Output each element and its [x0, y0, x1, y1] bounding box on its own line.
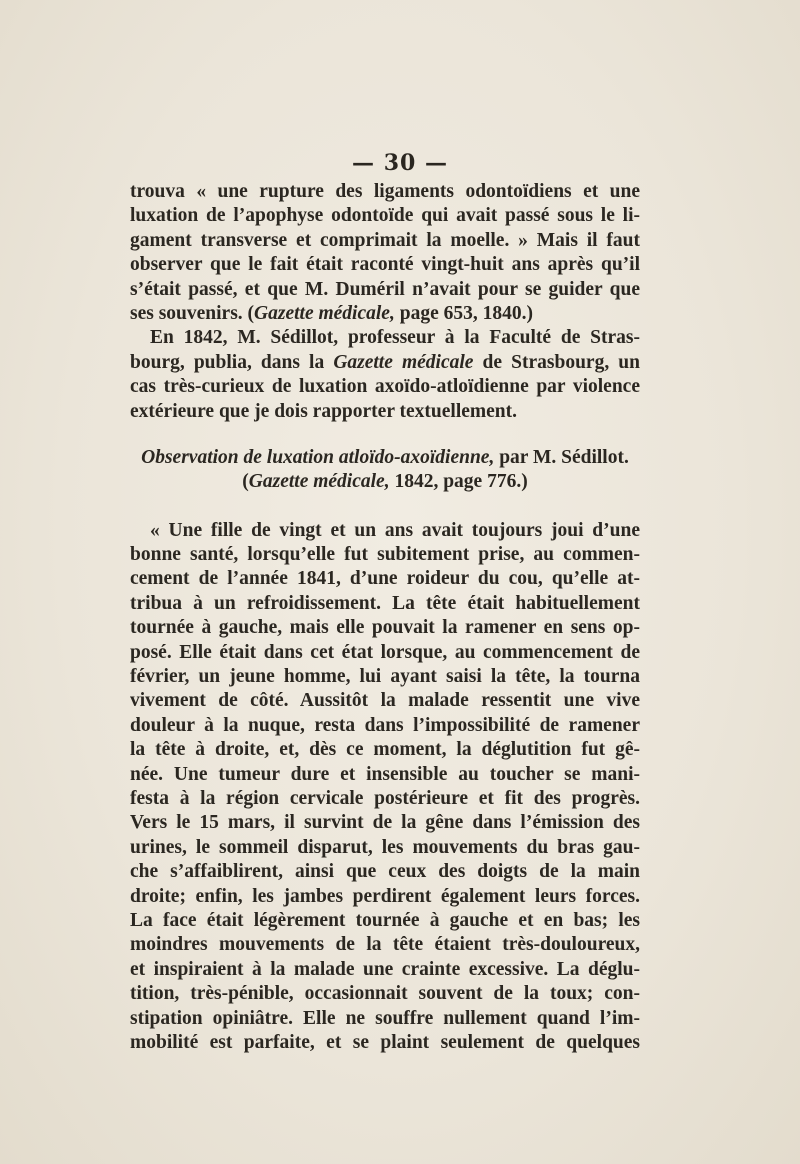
text-line: festa à la région cervicale postérieure et fit des progrès. — [130, 787, 640, 809]
paragraph-3 — [130, 519, 640, 1056]
text-line: posé. Elle était dans cet état lorsque, au commencement de — [130, 641, 640, 663]
text-line: née. Une tumeur dure et insensible au toucher se mani- — [130, 763, 640, 785]
text-line: et inspiraient à la malade une crainte excessive. La déglu- — [130, 958, 640, 980]
observation-heading — [130, 446, 640, 495]
citation-open: ses souvenirs. ( — [130, 302, 255, 324]
text-line: février, un jeune homme, lui ayant saisi la tête, la tourna — [130, 666, 640, 688]
text-line: douleur à la nuque, resta dans l’impossibilité de ramener — [130, 714, 640, 736]
journal-title: Gazette médicale, — [254, 302, 395, 324]
heading-author: par M. Sédillot. — [494, 446, 629, 468]
text-line — [130, 302, 640, 326]
text-line: La face était légèrement tournée à gauche et en bas; les — [130, 909, 640, 931]
text-line: urines, le sommeil disparut, les mouvements du bras gau- — [130, 836, 640, 858]
heading-title: Observation de luxation atloïdo-axoïdienne, — [141, 446, 495, 468]
text-fragment: ( — [242, 471, 249, 493]
text-line: stipation opiniâtre. Elle ne souffre nullement quand l’im- — [130, 1007, 640, 1029]
paragraph-1 — [130, 180, 640, 326]
page-number: — 30 — — [352, 150, 448, 176]
text-line: mobilité est parfaite, et se plaint seulement de quelques — [130, 1031, 640, 1053]
text-line: « Une fille de vingt et un ans avait toujours joui d’une — [150, 519, 640, 541]
text-line: che s’affaiblirent, ainsi que ceux des doigts de la main — [130, 861, 640, 883]
text-line: tournée à gauche, mais elle pouvait la ramener en sens op- — [130, 617, 640, 639]
text-line: bonne santé, lorsqu’elle fut subitement prise, au commen- — [130, 544, 640, 566]
text-line: tribua à un refroidissement. La tête était habituellement — [130, 592, 640, 614]
heading-citation: 1842, page 776.) — [389, 471, 528, 493]
text-line: gament transverse et comprimait la moelle. » Mais il faut — [130, 229, 640, 251]
text-line: luxation de l’apophyse odontoïde qui avait passé sous le li- — [130, 205, 640, 227]
text-line: extérieure que je dois rapporter textuellement. — [130, 400, 518, 422]
text-line: cas très-curieux de luxation axoïdo-atloïdienne par violence — [130, 376, 640, 398]
text-line: En 1842, M. Sédillot, professeur à la Faculté de Stras- — [150, 327, 640, 349]
heading-line — [130, 446, 640, 470]
body-text — [130, 180, 640, 1055]
heading-line — [130, 470, 640, 494]
citation-close: page 653, 1840.) — [394, 302, 533, 324]
text-line: la tête à droite, et, dès ce moment, la déglutition fut gê- — [130, 739, 640, 761]
text-line: s’était passé, et que M. Duméril n’avait pour se guider que — [130, 278, 640, 300]
text-line: droite; enfin, les jambes perdirent également leurs forces. — [130, 885, 640, 907]
text-line: tition, très-pénible, occasionnait souvent de la toux; con- — [130, 983, 640, 1005]
text-fragment: bourg, publia, dans la — [130, 351, 334, 373]
text-line: cement de l’année 1841, d’une roideur du cou, qu’elle at- — [130, 568, 640, 590]
text-line: observer que le fait était raconté vingt-huit ans après qu’il — [130, 254, 640, 276]
text-line: moindres mouvements de la tête étaient très-douloureux, — [130, 934, 640, 956]
text-line: Vers le 15 mars, il survint de la gêne dans l’émission des — [130, 812, 640, 834]
text-fragment: de Strasbourg, un — [473, 351, 640, 373]
journal-title: Gazette médicale — [333, 351, 474, 373]
text-line — [130, 351, 640, 375]
journal-title: Gazette médicale, — [248, 471, 390, 493]
paragraph-2 — [130, 326, 640, 424]
text-line: vivement de côté. Aussitôt la malade ressentit une vive — [130, 690, 640, 712]
text-line: trouva « une rupture des ligaments odontoïdiens et une — [130, 181, 640, 202]
